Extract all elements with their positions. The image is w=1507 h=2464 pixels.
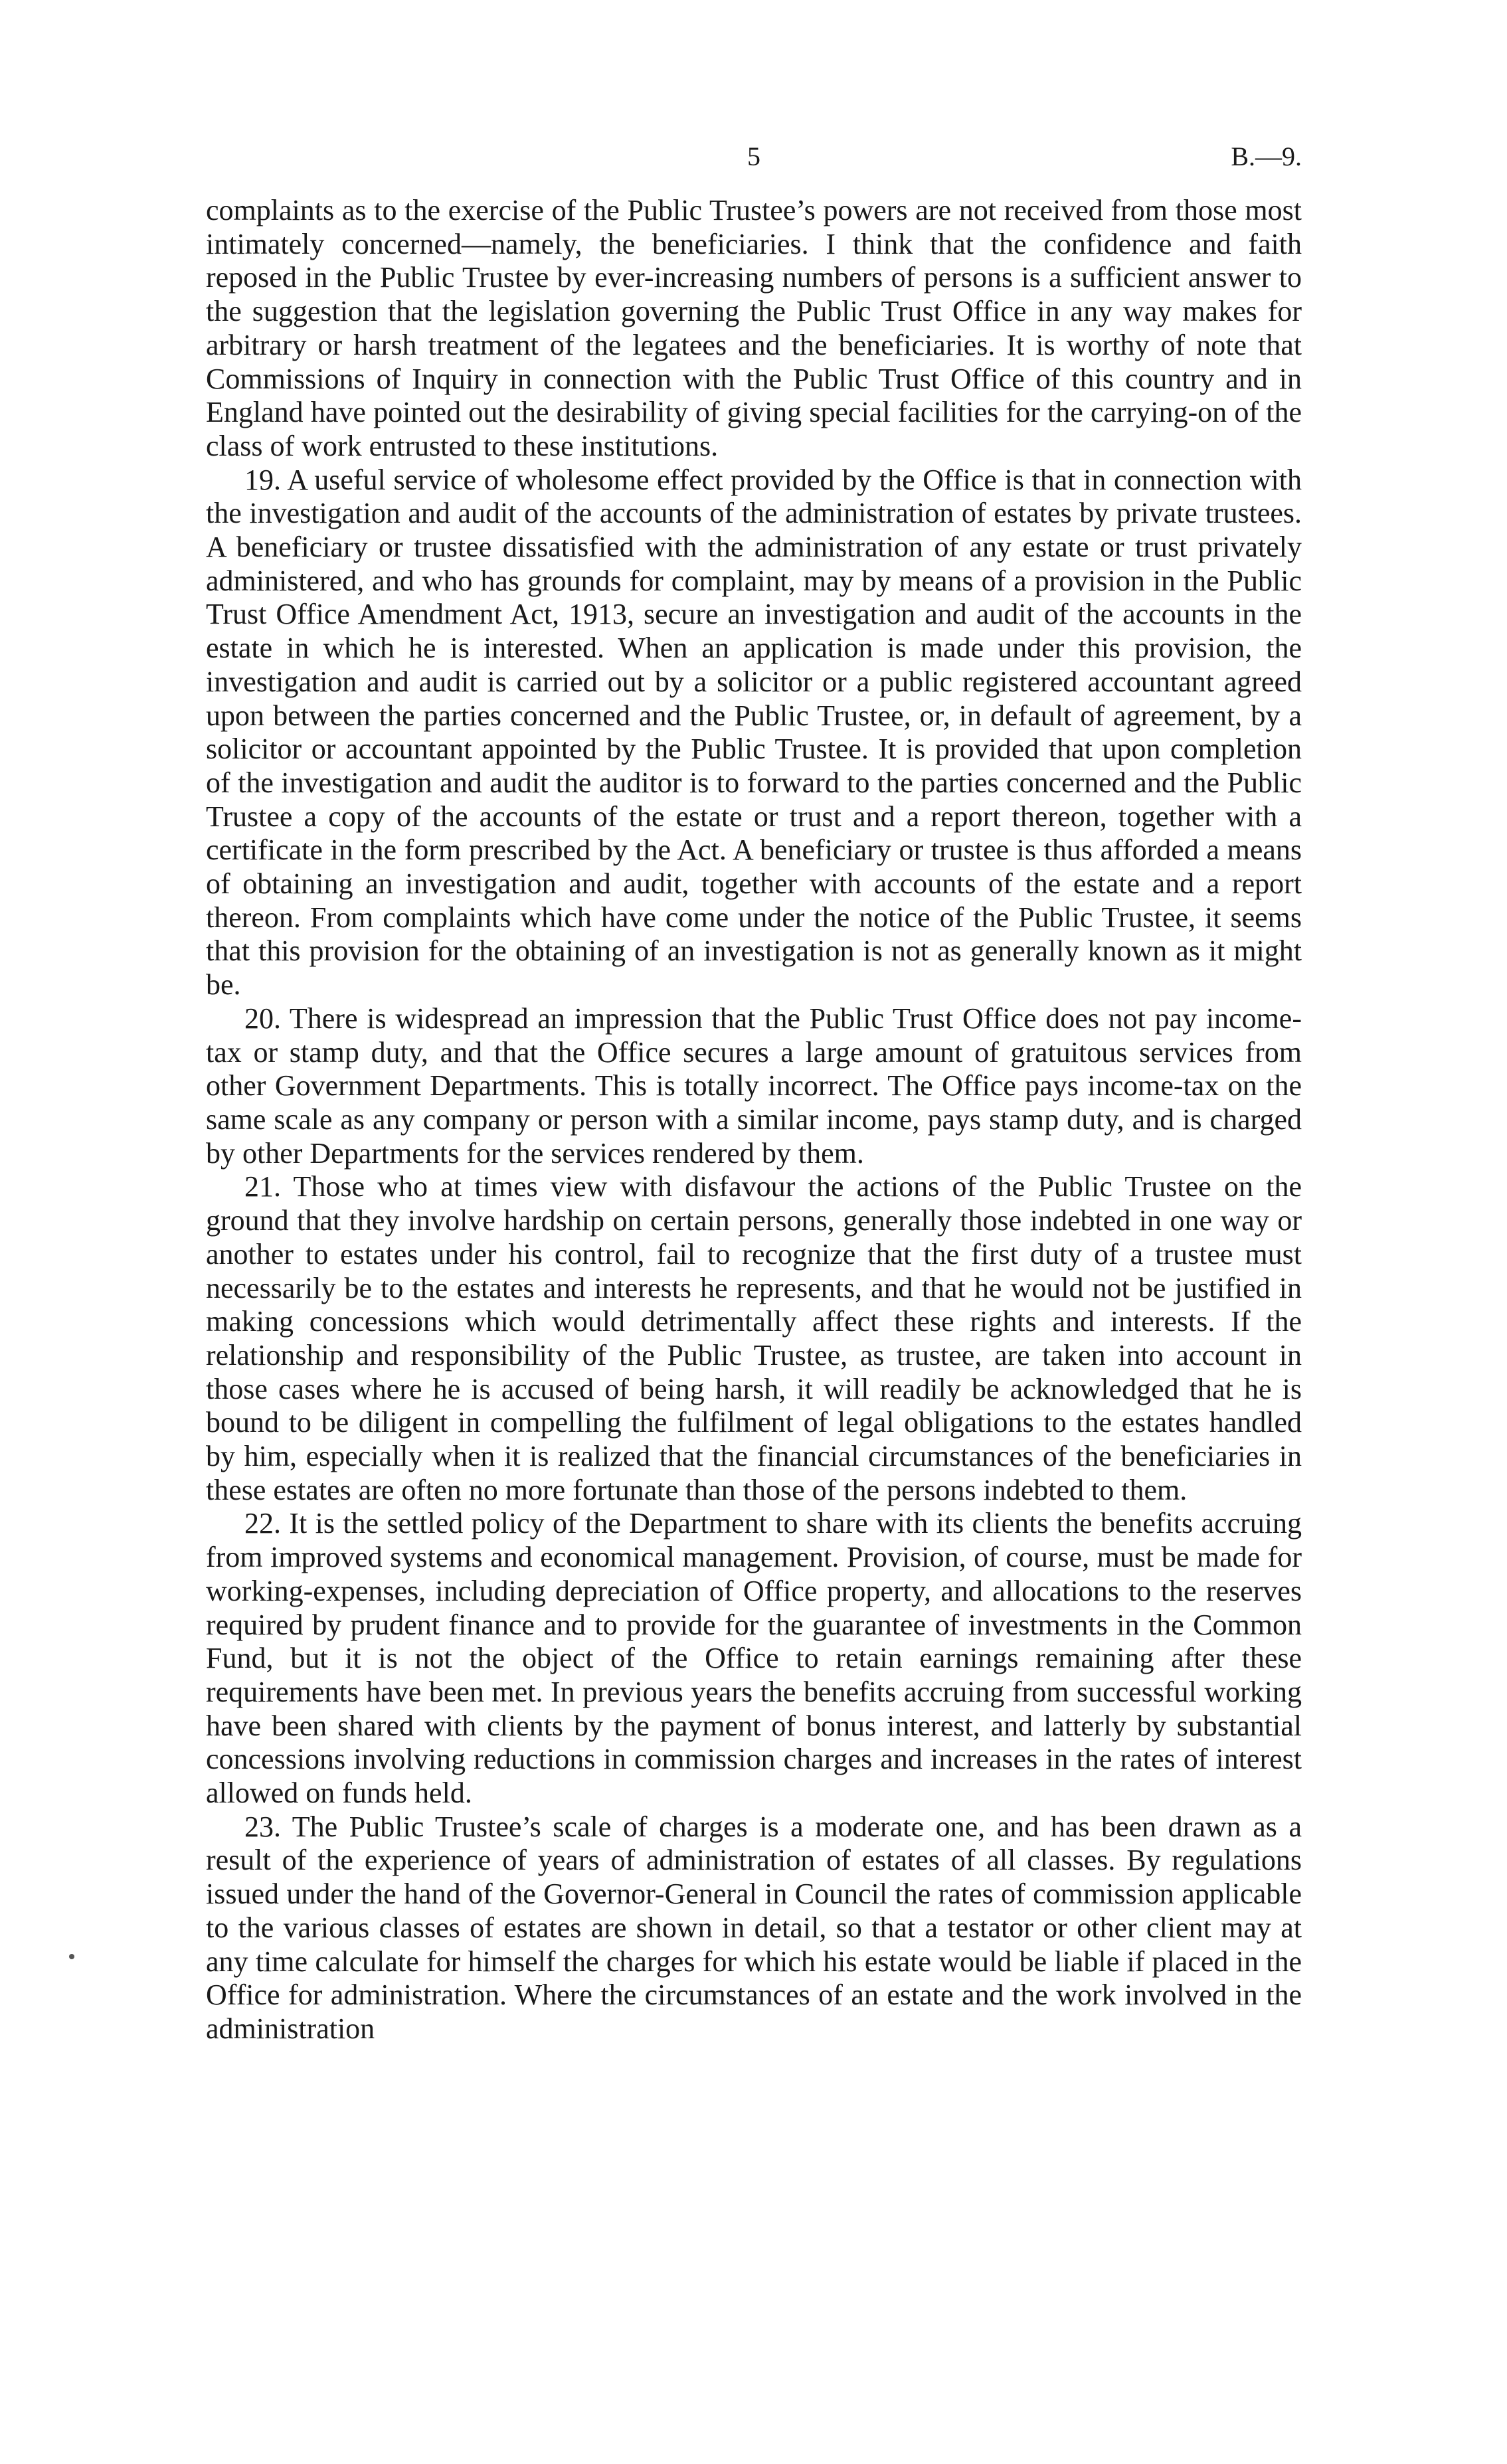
body-text (206, 194, 1302, 2046)
paragraph-continued: complaints as to the exercise of the Public Trustee’s powers are not received from those most intimately concerned—namely, the beneficiaries. I think that the confidence and faith reposed in the Public Trustee by ever-increasing numbers of persons is a sufficient answer to the suggestion that the legislation governing the Public Trust Office in any way makes for arbitrary or harsh treatment of the legatees and the beneficiaries. It is worthy of note that Commissions of Inquiry in connection with the Public Trust Office of this country and in England have pointed out the desirability of giving special facilities for the carrying-on of the class of work entrusted to these institutions. (206, 194, 1302, 462)
page-number: 5 (747, 141, 760, 171)
paragraph-23: 23. The Public Trustee’s scale of charges is a moderate one, and has been drawn as a result of the experience of years of administration of estates of all classes. By regulations issued under the hand of the Governor-General in Council the rates of commission applicable to the various classes of estates are shown in detail, so that a testator or other client may at any time calculate for himself the charges for which his estate would be liable if placed in the Office for administration. Where the circumstances of an estate and the work involved in the administration (206, 1810, 1302, 2045)
margin-mark (69, 1954, 74, 1959)
paragraph-20: 20. There is widespread an impression that the Public Trust Office does not pay income-tax or stamp duty, and that the Office secures a large amount of gratuitous services from other Government Departments. This is totally incorrect. The Office pays income-tax on the same scale as any company or person with a similar income, pays stamp duty, and is charged by other Departments for the services rendered by them. (206, 1002, 1302, 1170)
paragraph-19: 19. A useful service of wholesome effect provided by the Office is that in connection with the investigation and audit of the accounts of the administration of estates by private trustees. A beneficiary or trustee dissatisfied with the administration of any estate or trust privately administered, and who has grounds for complaint, may by means of a provision in the Public Trust Office Amendment Act, 1913, secure an investigation and audit of the accounts in the estate in which he is interested. When an application is made under this provision, the investigation and audit is carried out by a solicitor or a public registered accountant agreed upon between the parties concerned and the Public Trustee, or, in default of agreement, by a solicitor or accountant appointed by the Public Trustee. It is provided that upon completion of the investigation and audit the auditor is to forward to the parties concerned and the Public Trustee a copy of the accounts of the estate or trust and a report thereon, together with a certificate in the form prescribed by the Act. A beneficiary or trustee is thus afforded a means of obtaining an investigation and audit, together with accounts of the estate and a report thereon. From complaints which have come under the notice of the Public Trustee, it seems that this provision for the obtaining of an investigation is not as generally known as it might be. (206, 463, 1302, 1002)
document-reference: B.—9. (1231, 141, 1302, 171)
paragraph-21: 21. Those who at times view with disfavour the actions of the Public Trustee on the ground that they involve hardship on certain persons, generally those indebted in one way or another to estates under his control, fail to recognize that the first duty of a trustee must necessarily be to the estates and interests he represents, and that he would not be justified in making concessions which would detrimentally affect these rights and interests. If the relationship and responsibility of the Public Trustee, as trustee, are taken into account in those cases where he is accused of being harsh, it will readily be acknowledged that he is bound to be diligent in compelling the fulfilment of legal obligations to the estates handled by him, especially when it is realized that the financial circumstances of the beneficiaries in these estates are often no more fortunate than those of the persons indebted to them. (206, 1170, 1302, 1506)
page-header (206, 141, 1302, 181)
paragraph-22: 22. It is the settled policy of the Department to share with its clients the benefits accruing from improved systems and economical management. Provision, of course, must be made for working-expenses, including depreciation of Office property, and allocations to the reserves required by prudent finance and to provide for the guarantee of investments in the Common Fund, but it is not the object of the Office to retain earnings remaining after these requirements have been met. In previous years the benefits accruing from successful working have been shared with clients by the payment of bonus interest, and latterly by substantial concessions involving reductions in commission charges and increases in the rates of interest allowed on funds held. (206, 1507, 1302, 1810)
